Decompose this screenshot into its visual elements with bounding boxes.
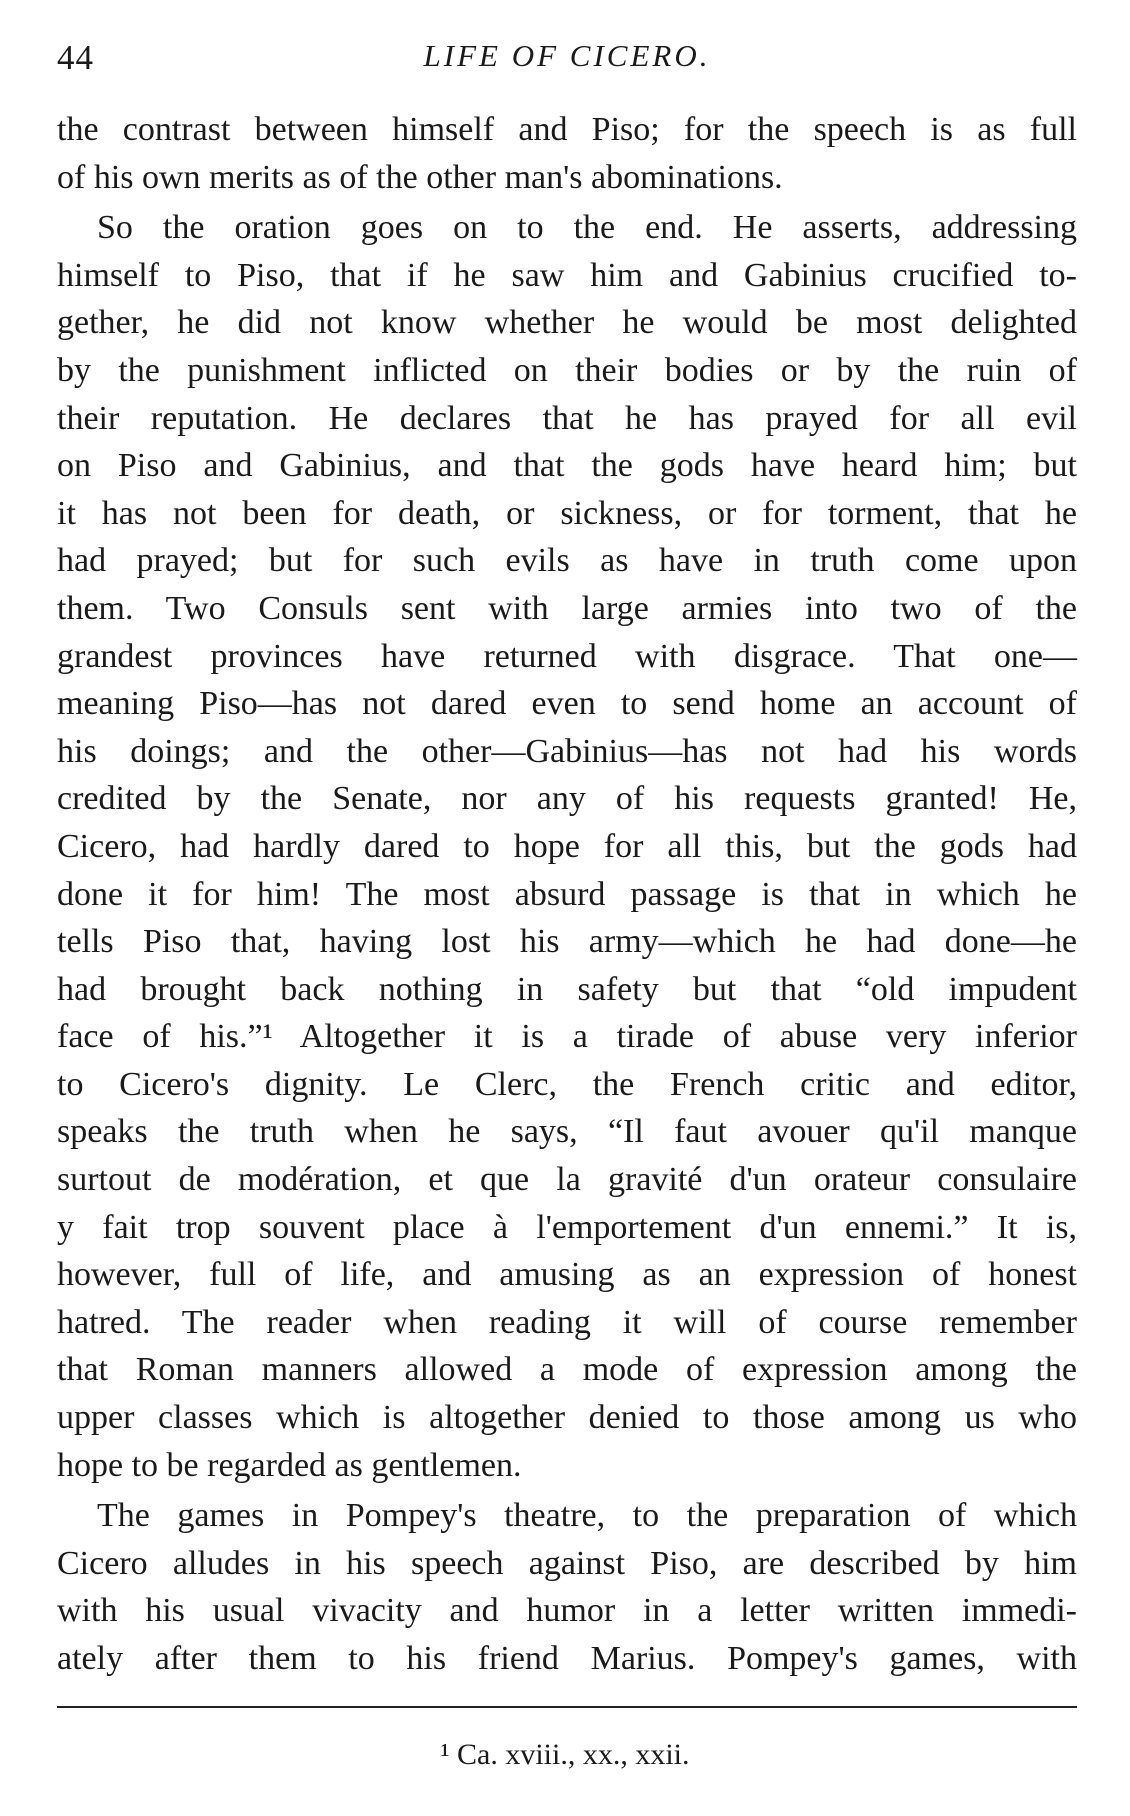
text-line: of his own merits as of the other man's abominations. <box>57 158 783 196</box>
text-line: himself to Piso, that if he saw him and Gabinius crucified to- <box>57 256 1077 294</box>
page-number: 44 <box>57 38 94 77</box>
text-line: their reputation. He declares that he has prayed for all evil <box>57 399 1077 437</box>
body-text <box>57 106 1077 1683</box>
text-line: surtout de modération, et que la gravité d'un orateur consulaire <box>57 1161 1077 1199</box>
running-head: LIFE OF CICERO. <box>423 38 711 73</box>
text-line: had prayed; but for such evils as have in truth come upon <box>57 542 1077 580</box>
text-line: it has not been for death, or sickness, or for torment, that he <box>57 494 1077 532</box>
paragraph-3 <box>57 1492 1077 1682</box>
text-line: meaning Piso—has not dared even to send home an account of <box>57 685 1077 723</box>
text-line: So the oration goes on to the end. He asserts, addressing <box>97 209 1077 247</box>
text-line: gether, he did not know whether he would be most delighted <box>57 304 1077 342</box>
text-line: grandest provinces have returned with disgrace. That one— <box>57 637 1077 675</box>
text-line: done it for him! The most absurd passage is that in which he <box>57 875 1077 913</box>
text-line: with his usual vivacity and humor in a letter written immedi- <box>57 1592 1077 1630</box>
text-line: had brought back nothing in safety but that “old impudent <box>57 970 1077 1008</box>
paragraph-1 <box>57 106 1077 201</box>
text-line: The games in Pompey's theatre, to the preparation of which <box>97 1497 1077 1535</box>
paragraph-2 <box>57 204 1077 1489</box>
text-line: by the punishment inflicted on their bodies or by the ruin of <box>57 351 1077 389</box>
text-line: Cicero, had hardly dared to hope for all this, but the gods had <box>57 827 1077 865</box>
text-line: however, full of life, and amusing as an expression of honest <box>57 1256 1077 1294</box>
text-line: credited by the Senate, nor any of his requests granted! He, <box>57 780 1077 818</box>
text-line: the contrast between himself and Piso; for the speech is as full <box>57 111 1077 148</box>
text-line: tells Piso that, having lost his army—which he had done—he <box>57 923 1077 961</box>
text-line: upper classes which is altogether denied to those among us who <box>57 1399 1077 1437</box>
footnote-divider <box>57 1706 1077 1708</box>
text-line: hatred. The reader when reading it will of course remember <box>57 1303 1077 1341</box>
text-line: that Roman manners allowed a mode of expression among the <box>57 1351 1077 1389</box>
text-line: face of his.”¹ Altogether it is a tirade of abuse very inferior <box>57 1018 1077 1056</box>
text-line: on Piso and Gabinius, and that the gods have heard him; but <box>57 447 1077 485</box>
text-line: them. Two Consuls sent with large armies into two of the <box>57 589 1077 627</box>
text-line: his doings; and the other—Gabinius—has not had his words <box>57 732 1077 770</box>
text-line: to Cicero's dignity. Le Clerc, the French critic and editor, <box>57 1065 1077 1103</box>
page-header <box>57 30 1077 86</box>
text-line: Cicero alludes in his speech against Piso, are described by him <box>57 1544 1077 1582</box>
text-line: ately after them to his friend Marius. Pompey's games, with <box>57 1640 1077 1677</box>
text-line: hope to be regarded as gentlemen. <box>57 1446 522 1484</box>
footnote: ¹ Ca. xviii., xx., xxii. <box>440 1738 690 1771</box>
text-line: speaks the truth when he says, “Il faut avouer qu'il manque <box>57 1113 1077 1151</box>
text-line: y fait trop souvent place à l'emportement d'un ennemi.” It is, <box>57 1208 1077 1246</box>
